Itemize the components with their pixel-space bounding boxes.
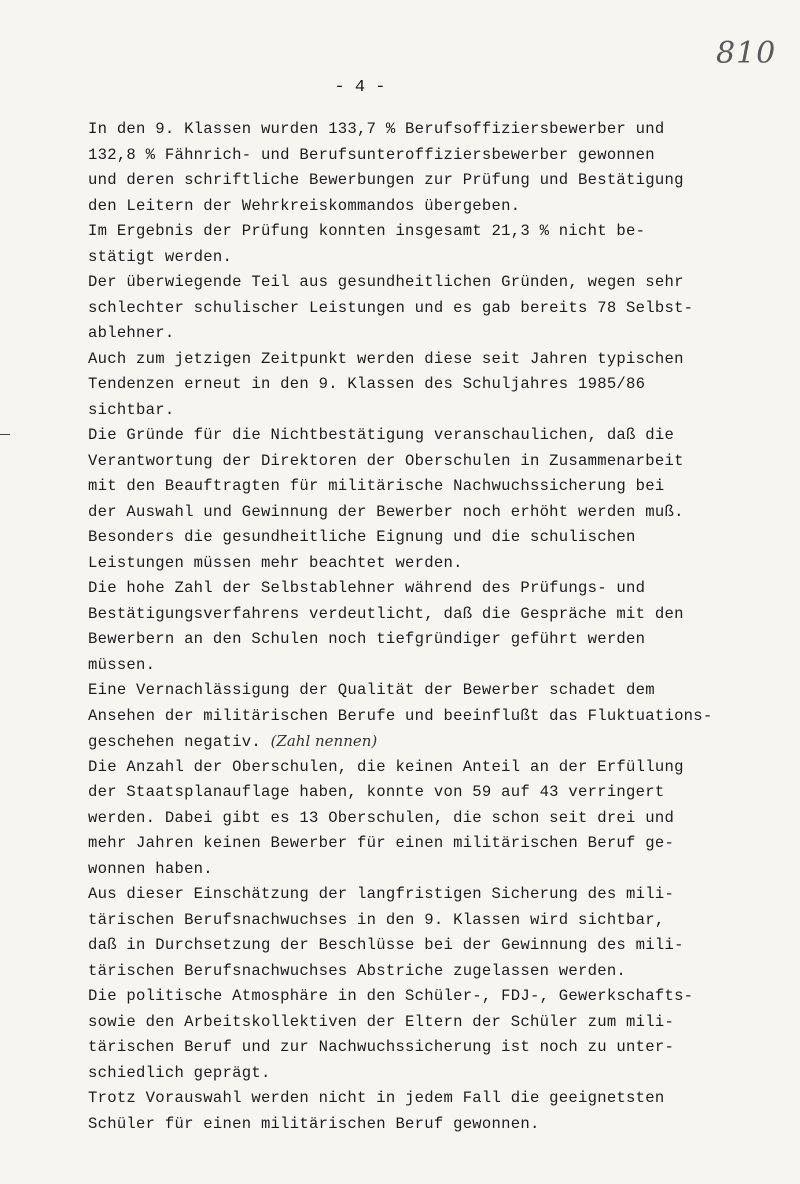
text-line: den Leitern der Wehrkreiskommandos übergeben. <box>88 196 521 215</box>
text-line: Bestätigungsverfahrens verdeutlicht, daß die Gespräche mit den <box>88 604 684 623</box>
text-line: Auch zum jetzigen Zeitpunkt werden diese seit Jahren typischen <box>88 349 684 368</box>
text-line: Trotz Vorauswahl werden nicht in jedem Fall die geeignetsten <box>88 1089 665 1107</box>
text-line: sichtbar. <box>88 400 175 419</box>
text-line-with-note <box>88 729 788 755</box>
text-line: Eine Vernachlässigung der Qualität der Bewerber schadet dem <box>88 681 655 699</box>
text-line: Ansehen der militärischen Berufe und beeinflußt das Fluktuations- <box>88 706 713 725</box>
text-line: tärischen Beruf und zur Nachwuchssicherung ist noch zu unter- <box>88 1038 675 1056</box>
margin-mark <box>0 434 10 435</box>
text-line: und deren schriftliche Bewerbungen zur Prüfung und Bestätigung <box>88 171 684 189</box>
text-line-fragment: geschehen negativ. <box>88 733 271 751</box>
text-line: Tendenzen erneut in den 9. Klassen des Schuljahres 1985/86 <box>88 375 646 393</box>
text-line: In den 9. Klassen wurden 133,7 % Berufsoffiziersbewerber und <box>88 120 665 138</box>
text-line: ablehner. <box>88 324 175 342</box>
text-line: schlechter schulischer Leistungen und es gab bereits 78 Selbst- <box>88 298 694 317</box>
text-line: mit den Beauftragten für militärische Nachwuchssicherung bei <box>88 477 665 495</box>
text-line: Im Ergebnis der Prüfung konnten insgesamt 21,3 % nicht be- <box>88 222 646 240</box>
text-line: Bewerbern an den Schulen noch tiefgründiger geführt werden <box>88 630 646 648</box>
text-line: Leistungen müssen mehr beachtet werden. <box>88 553 463 572</box>
text-line: tärischen Berufsnachwuchses in den 9. Klassen wird sichtbar, <box>88 910 665 929</box>
text-line: müssen. <box>88 655 156 674</box>
text-line: Die Gründe für die Nichtbestätigung veranschaulichen, daß die <box>88 426 675 444</box>
text-line: Der überwiegende Teil aus gesundheitlichen Gründen, wegen sehr <box>88 273 684 291</box>
text-line: der Staatsplanauflage haben, konnte von 59 auf 43 verringert <box>88 783 665 801</box>
text-line: Die Anzahl der Oberschulen, die keinen Anteil an der Erfüllung <box>88 757 684 776</box>
text-line: Die politische Atmosphäre in den Schüler-, FDJ-, Gewerkschafts- <box>88 987 694 1005</box>
archive-number: 810 <box>716 36 777 71</box>
handwritten-note: (Zahl nennen) <box>270 732 378 750</box>
text-line: sowie den Arbeitskollektiven der Eltern der Schüler zum mili- <box>88 1012 675 1031</box>
text-line: tärischen Berufsnachwuchses Abstriche zugelassen werden. <box>88 961 627 980</box>
text-line: werden. Dabei gibt es 13 Oberschulen, die schon seit drei und <box>88 808 675 827</box>
text-line: schiedlich geprägt. <box>88 1063 271 1082</box>
text-line: Besonders die gesundheitliche Eignung und die schulischen <box>88 528 636 546</box>
text-line: 132,8 % Fähnrich- und Berufsunteroffiziersbewerber gewonnen <box>88 145 655 164</box>
text-line: Aus dieser Einschätzung der langfristigen Sicherung des mili- <box>88 885 675 903</box>
text-line: Die hohe Zahl der Selbstablehner während des Prüfungs- und <box>88 579 646 597</box>
text-line: mehr Jahren keinen Bewerber für einen militärischen Beruf ge- <box>88 834 675 852</box>
text-line: Verantwortung der Direktoren der Oberschulen in Zusammenarbeit <box>88 451 684 470</box>
page-number: - 4 - <box>334 78 386 97</box>
text-line: Schüler für einen militärischen Beruf gewonnen. <box>88 1114 540 1133</box>
text-line: stätigt werden. <box>88 247 233 266</box>
document-body <box>88 117 788 1137</box>
text-line: wonnen haben. <box>88 859 213 878</box>
text-line: der Auswahl und Gewinnung der Bewerber noch erhöht werden muß. <box>88 502 684 521</box>
text-line: daß in Durchsetzung der Beschlüsse bei der Gewinnung des mili- <box>88 936 684 954</box>
